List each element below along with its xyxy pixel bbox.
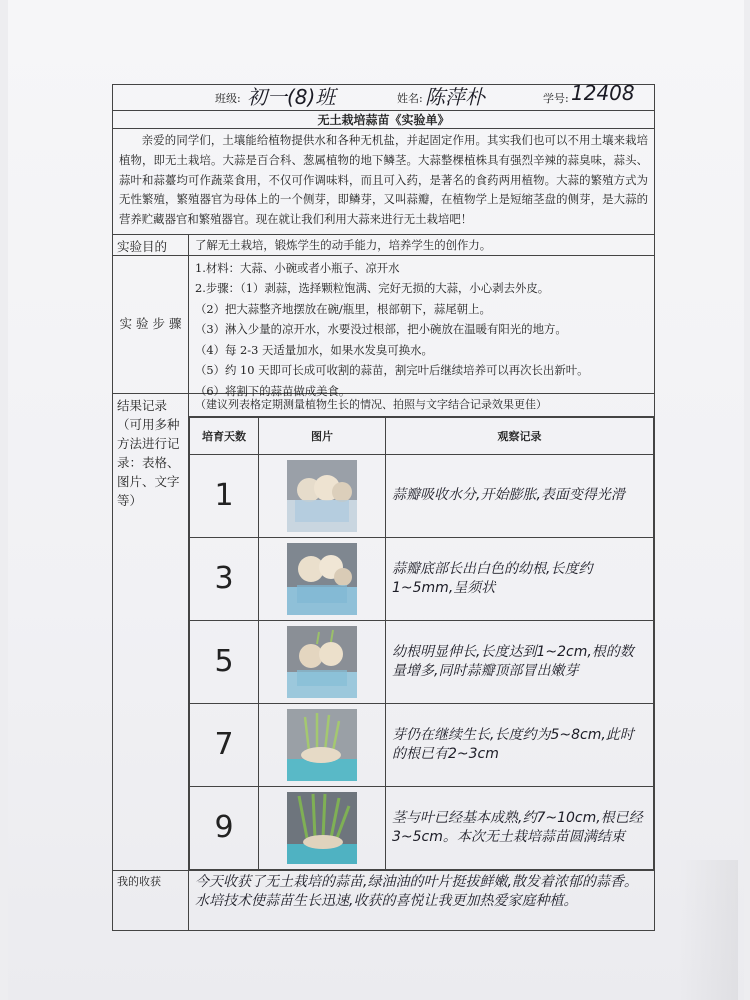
garlic-photo [287, 460, 357, 532]
col-observation-header: 观察记录 [386, 417, 654, 454]
day-number: 1 [190, 454, 259, 537]
step-line: （5）约 10 天即可长成可收割的蒜苗，割完叶后继续培养可以再次长出新叶。 [195, 363, 589, 378]
garlic-photo [287, 626, 357, 698]
worksheet-paper [8, 0, 744, 1000]
day-number: 3 [190, 537, 259, 620]
student-id-label: 学号: [543, 92, 569, 105]
steps-label: 实 验 步 骤 [113, 256, 189, 393]
class-value: 初一(8)班 [247, 85, 336, 109]
worksheet-title: 无土栽培蒜苗《实验单》 [113, 111, 654, 129]
step-line: 1.材料：大蒜、小碗或者小瓶子、凉开水 [195, 260, 400, 275]
results-section [113, 394, 654, 871]
step-line: 2.步骤：（1）剥蒜，选择颗粒饱满、完好无损的大蒜，小心剥去外皮。 [195, 281, 550, 296]
results-label: 结果记录（可用多种方法进行记录：表格、图片、文字等） [113, 394, 189, 870]
table-row [190, 537, 654, 620]
harvest-label: 我的收获 [113, 871, 189, 930]
day-number: 5 [190, 620, 259, 703]
intro-paragraph: 亲爱的同学们，土壤能给植物提供水和各种无机盐，并起固定作用。其实我们也可以不用土壤来栽培植物，即无土栽培。大蒜是百合科、葱属植物的地下鳞茎。大蒜整棵植株具有强烈辛辣的蒜臭味，蒜头、蒜叶和蒜薹均可作蔬菜食用，不仅可作调味料，而且可入药，是著名的食药两用植物。大蒜的繁殖方式为无性繁殖，繁殖器官为母体上的一个侧芽，即鳞芽，又叫蒜瓣，在植物学上是短缩茎盘的侧芽，是大蒜的营养贮藏器官和繁殖器官。现在就让我们利用大蒜来进行无土栽培吧！ [113, 129, 654, 235]
observation-text: 茎与叶已经基本成熟,约7~10cm,根已经3~5cm。本次无土栽培蒜苗圆满结束 [386, 786, 654, 869]
table-row [190, 703, 654, 786]
col-days-header: 培育天数 [190, 417, 259, 454]
results-table [189, 417, 654, 870]
harvest-row [113, 871, 654, 931]
purpose-label: 实验目的 [113, 235, 189, 255]
observation-text: 幼根明显伸长,长度达到1~2cm,根的数量增多,同时蒜瓣顶部冒出嫩芽 [386, 620, 654, 703]
garlic-photo [287, 709, 357, 781]
header-row [113, 81, 654, 111]
step-line: （2）把大蒜整齐地摆放在碗/瓶里，根部朝下，蒜尾朝上。 [195, 301, 491, 316]
name-value: 陈萍朴 [425, 85, 485, 109]
step-line: （6）将割下的蒜苗做成美食。 [195, 383, 351, 398]
purpose-text: 了解无土栽培，锻炼学生的动手能力，培养学生的创作力。 [195, 237, 492, 252]
student-id-value: 12408 [571, 81, 635, 105]
worksheet-table [112, 81, 655, 931]
name-label: 姓名: [397, 92, 423, 105]
purpose-row [113, 235, 654, 256]
photo-shadow [678, 860, 738, 1000]
col-picture-header: 图片 [259, 417, 386, 454]
observation-text: 芽仍在继续生长,长度约为5~8cm,此时的根已有2~3cm [386, 703, 654, 786]
day-number: 9 [190, 786, 259, 869]
results-note: （建议列表格定期测量植物生长的情况、拍照与文字结合记录效果更佳） [189, 394, 654, 417]
steps-row [113, 256, 654, 398]
observation-text: 蒜瓣底部长出白色的幼根,长度约1~5mm,呈须状 [386, 537, 654, 620]
garlic-photo [287, 792, 357, 864]
steps-list [189, 256, 654, 398]
table-row [190, 620, 654, 703]
day-number: 7 [190, 703, 259, 786]
harvest-text: 今天收获了无土栽培的蒜苗,绿油油的叶片挺拔鲜嫩,散发着浓郁的蒜香。水培技术使蒜苗生长迅速,收获的喜悦让我更加热爱家庭种植。 [195, 873, 638, 909]
table-row [190, 454, 654, 537]
step-line: （3）淋入少量的凉开水，水要没过根部，把小碗放在温暖有阳光的地方。 [195, 322, 567, 337]
observation-text: 蒜瓣吸收水分,开始膨胀,表面变得光滑 [386, 454, 654, 537]
class-label: 班级: [215, 92, 241, 105]
table-row [190, 786, 654, 869]
garlic-photo [287, 543, 357, 615]
step-line: （4）每 2-3 天适量加水，如果水发臭可换水。 [195, 342, 433, 357]
